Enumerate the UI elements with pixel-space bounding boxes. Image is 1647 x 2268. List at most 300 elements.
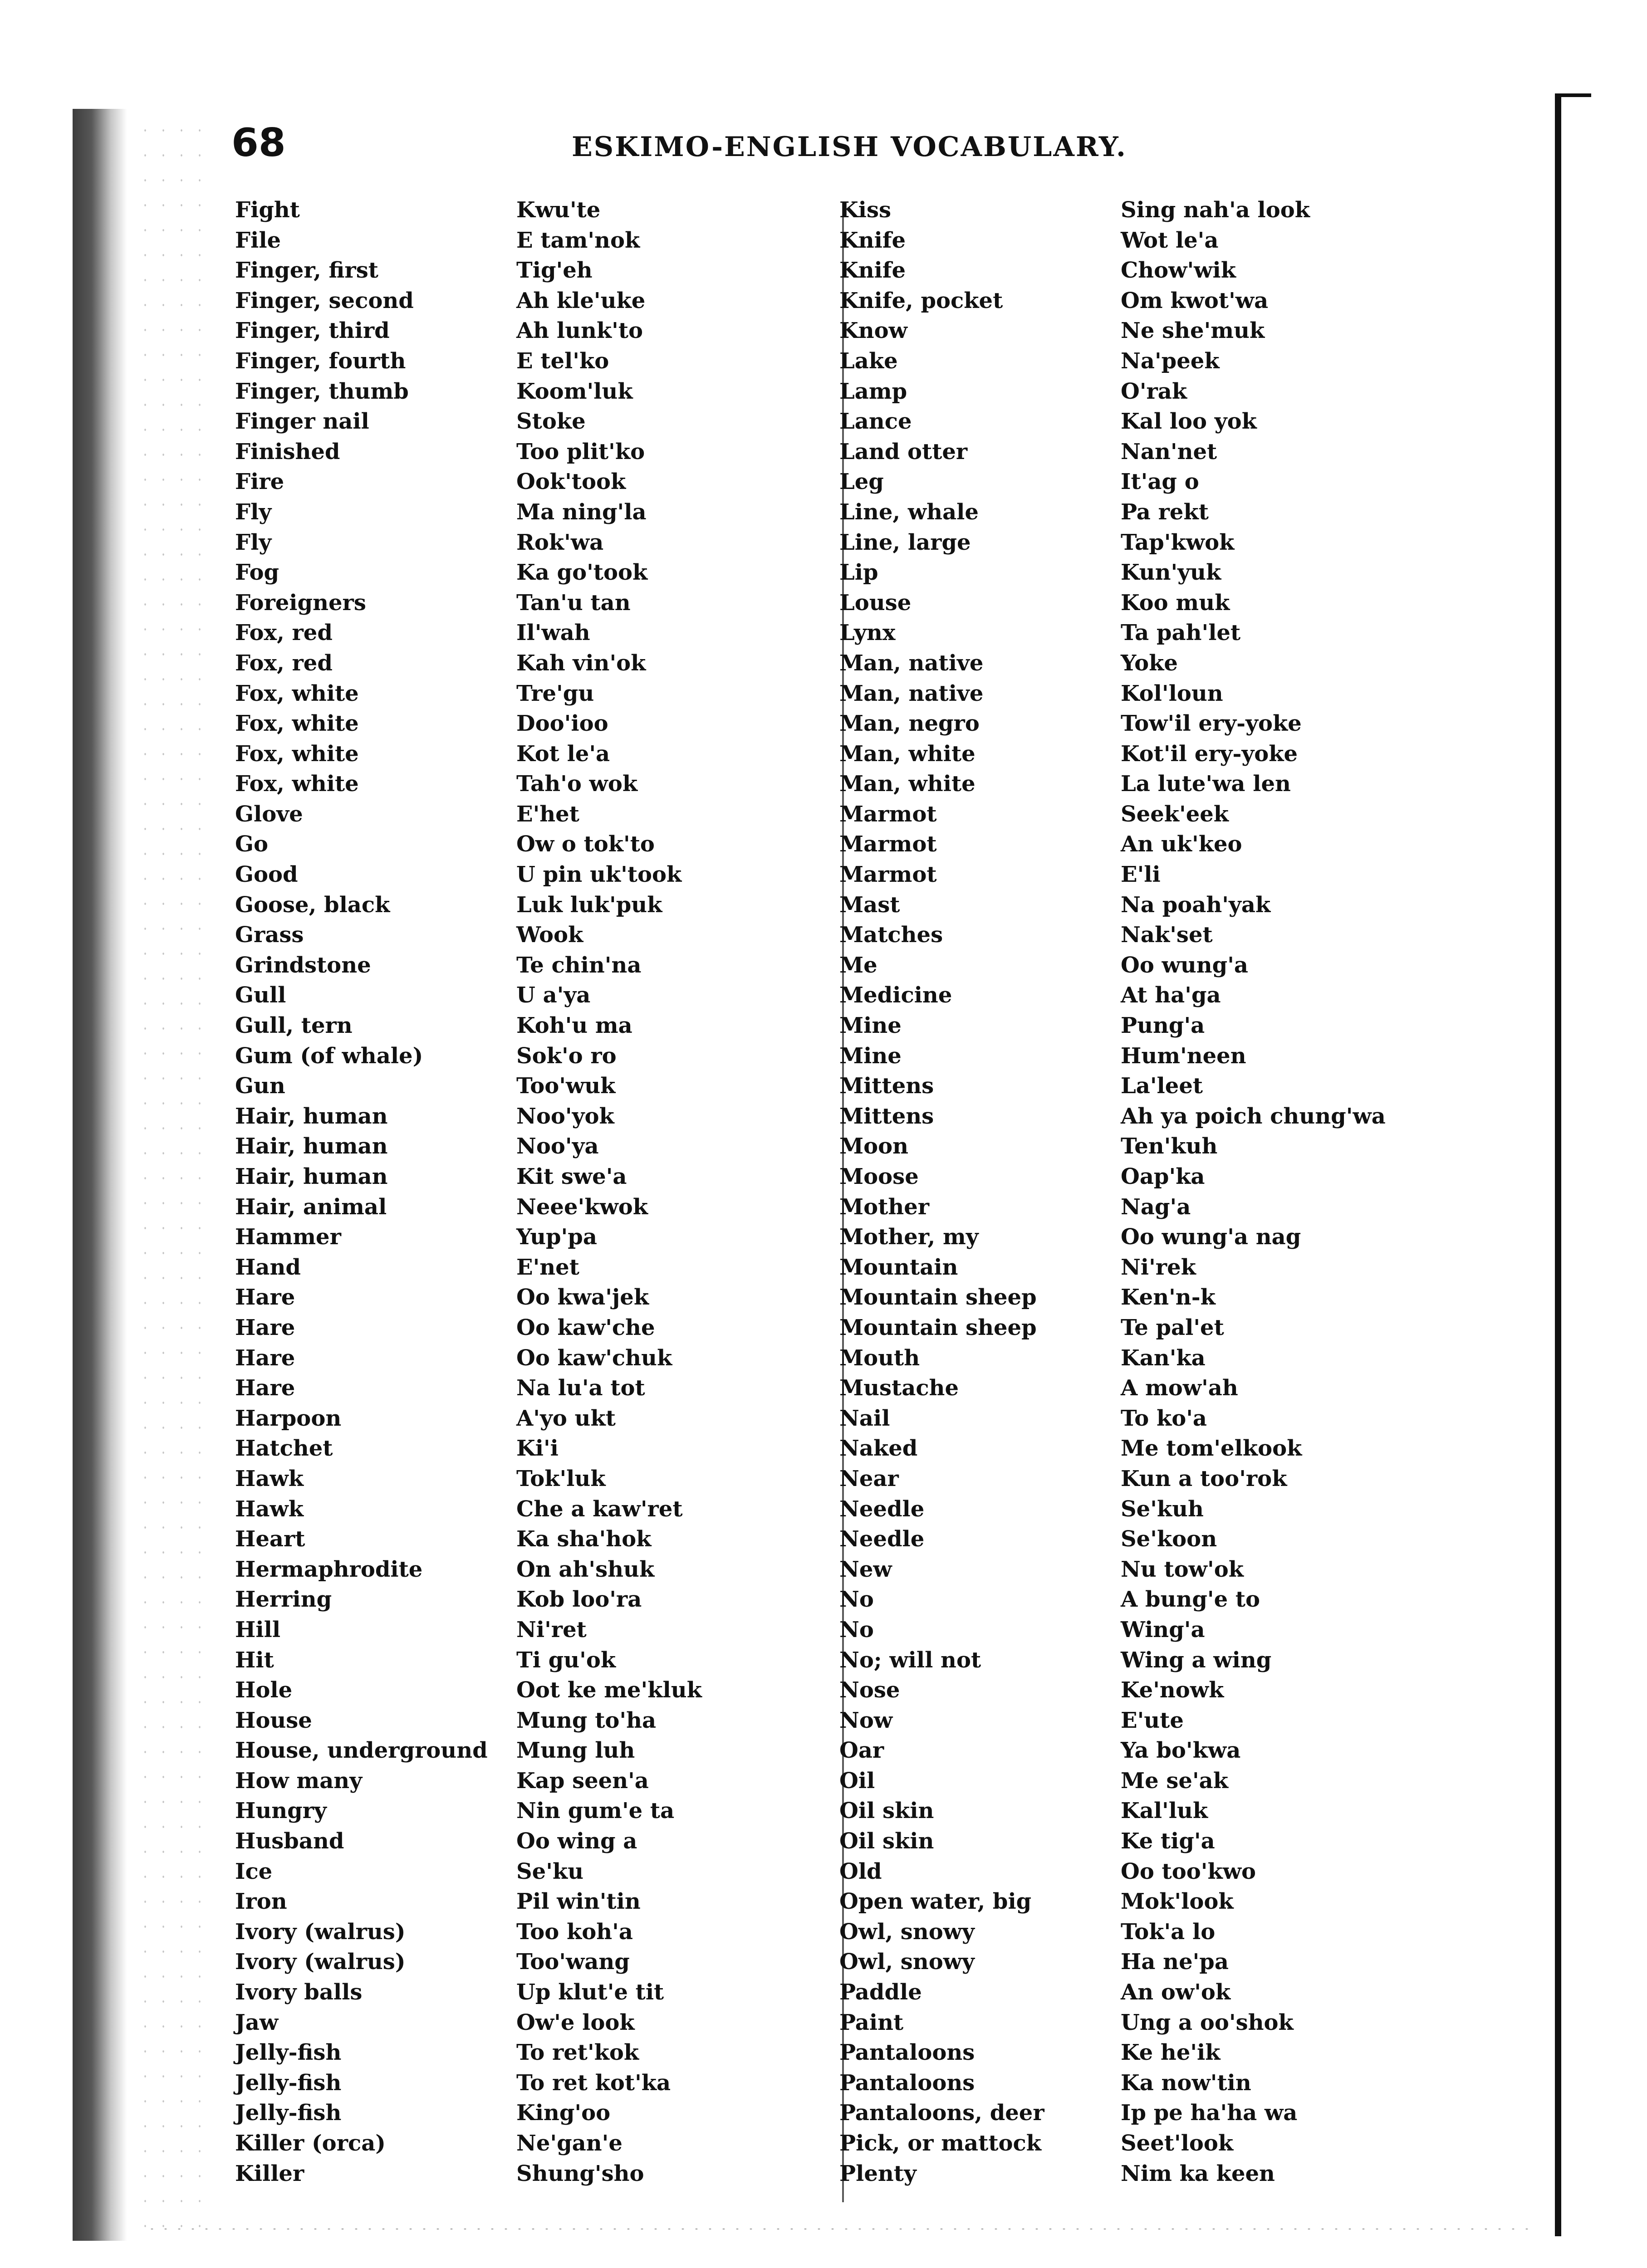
- vocabulary-entry: [235, 557, 825, 588]
- eskimo-term: Ni'rek: [1121, 1254, 1196, 1280]
- english-term: New: [839, 1556, 892, 1582]
- eskimo-term: Nin gum'e ta: [516, 1798, 675, 1824]
- english-term: Leg: [839, 469, 884, 495]
- english-term: Gull: [235, 982, 286, 1008]
- eskimo-term: Hum'neen: [1121, 1043, 1246, 1069]
- vocabulary-entry: [235, 1282, 825, 1313]
- english-term: Lamp: [839, 378, 907, 404]
- english-term: Hermaphrodite: [235, 1556, 423, 1582]
- english-term: Mustache: [839, 1375, 959, 1401]
- vocabulary-entry: [235, 1222, 825, 1252]
- english-term: Line, large: [839, 529, 971, 555]
- english-term: How many: [235, 1768, 363, 1794]
- english-term: Mast: [839, 892, 900, 918]
- english-term: Mine: [839, 1043, 902, 1069]
- english-term: Iron: [235, 1889, 287, 1915]
- english-term: Fight: [235, 197, 300, 223]
- vocabulary-entry: [839, 799, 1543, 830]
- eskimo-term: Tre'gu: [516, 680, 594, 706]
- eskimo-term: O'rak: [1121, 378, 1187, 404]
- eskimo-term: Ya bo'kwa: [1121, 1738, 1241, 1764]
- vocabulary-entry: [839, 1403, 1543, 1434]
- vocabulary-entry: [839, 1554, 1543, 1585]
- eskimo-term: Oap'ka: [1121, 1164, 1205, 1189]
- eskimo-term: Pung'a: [1121, 1013, 1205, 1039]
- vocabulary-entry: [235, 1584, 825, 1615]
- eskimo-term: Noo'ya: [516, 1134, 599, 1159]
- vocabulary-entry: [839, 588, 1543, 618]
- eskimo-term: Kit swe'a: [516, 1164, 627, 1189]
- eskimo-term: Pa rekt: [1121, 499, 1209, 525]
- eskimo-term: Too'wang: [516, 1949, 630, 1975]
- eskimo-term: Luk luk'puk: [516, 892, 662, 918]
- eskimo-term: Kun'yuk: [1121, 560, 1221, 586]
- vocabulary-entry: [235, 1766, 825, 1796]
- vocabulary-entry: [235, 890, 825, 920]
- page-binding-shadow: [73, 109, 127, 2241]
- english-term: Mine: [839, 1013, 902, 1039]
- eskimo-term: Koh'u ma: [516, 1013, 632, 1039]
- vocabulary-entry: [235, 2098, 825, 2128]
- english-term: Knife, pocket: [839, 288, 1003, 313]
- vocabulary-entry: [839, 1131, 1543, 1162]
- vocabulary-entry: [839, 1222, 1543, 1252]
- page-number: 68: [231, 120, 286, 166]
- eskimo-term: Ah lunk'to: [516, 318, 643, 344]
- eskimo-term: Ni'ret: [516, 1617, 587, 1642]
- eskimo-term: Na lu'a tot: [516, 1375, 645, 1401]
- vocabulary-entry: [839, 1524, 1543, 1554]
- english-term: Oil: [839, 1768, 875, 1794]
- vocabulary-entry: [235, 1101, 825, 1132]
- english-term: Gull, tern: [235, 1013, 353, 1039]
- vocabulary-entry: [235, 1192, 825, 1222]
- english-term: House: [235, 1707, 312, 1733]
- english-term: Mother, my: [839, 1224, 979, 1250]
- vocabulary-column-right: [839, 195, 1543, 2189]
- eskimo-term: Kal'luk: [1121, 1798, 1208, 1824]
- english-term: Fox, white: [235, 680, 359, 706]
- english-term: Know: [839, 318, 907, 344]
- vocabulary-entry: [235, 1615, 825, 1645]
- eskimo-term: Me se'ak: [1121, 1768, 1228, 1794]
- vocabulary-entry: [235, 2159, 825, 2189]
- eskimo-term: La lute'wa len: [1121, 771, 1291, 797]
- vocabulary-entry: [839, 195, 1543, 225]
- vocabulary-entry: [235, 286, 825, 316]
- english-term: Paint: [839, 2009, 904, 2035]
- vocabulary-entry: [235, 1947, 825, 1977]
- vocabulary-entry: [235, 1494, 825, 1525]
- running-title: ESKIMO-ENGLISH VOCABULARY.: [572, 131, 1127, 163]
- english-term: Plenty: [839, 2160, 917, 2186]
- eskimo-term: Mung luh: [516, 1738, 635, 1764]
- english-term: Fox, red: [235, 650, 333, 676]
- eskimo-term: Ook'took: [516, 469, 626, 495]
- eskimo-term: Che a kaw'ret: [516, 1496, 683, 1522]
- english-term: Finger, first: [235, 258, 378, 284]
- english-term: Fox, white: [235, 711, 359, 737]
- english-term: Old: [839, 1858, 882, 1884]
- english-term: Pick, or mattock: [839, 2131, 1041, 2156]
- eskimo-term: Ke tig'a: [1121, 1828, 1215, 1854]
- vocabulary-entry: [235, 2038, 825, 2068]
- eskimo-term: Kot le'a: [516, 741, 610, 767]
- eskimo-term: Kan'ka: [1121, 1345, 1206, 1371]
- vocabulary-entry: [839, 1373, 1543, 1403]
- vocabulary-entry: [839, 739, 1543, 769]
- eskimo-term: Wot le'a: [1121, 227, 1219, 253]
- vocabulary-entry: [839, 1252, 1543, 1283]
- eskimo-term: Oo wung'a: [1121, 952, 1249, 978]
- eskimo-term: Koo muk: [1121, 590, 1230, 616]
- english-term: Jelly-fish: [235, 2100, 342, 2126]
- eskimo-term: Te chin'na: [516, 952, 642, 978]
- eskimo-term: Yoke: [1121, 650, 1178, 676]
- eskimo-term: E tam'nok: [516, 227, 640, 253]
- vocabulary-entry: [839, 1101, 1543, 1132]
- eskimo-term: Tah'o wok: [516, 771, 638, 797]
- vocabulary-entry: [839, 346, 1543, 376]
- english-term: Marmot: [839, 831, 937, 857]
- eskimo-term: Nag'a: [1121, 1194, 1191, 1220]
- eskimo-term: Ka now'tin: [1121, 2070, 1251, 2096]
- english-term: Owl, snowy: [839, 1949, 975, 1975]
- vocabulary-entry: [839, 437, 1543, 467]
- english-term: Finished: [235, 439, 340, 464]
- eskimo-term: Seet'look: [1121, 2131, 1234, 2156]
- english-term: Ivory (walrus): [235, 1949, 406, 1975]
- eskimo-term: E'li: [1121, 862, 1161, 888]
- english-term: Ivory (walrus): [235, 1919, 406, 1945]
- eskimo-term: Ta pah'let: [1121, 620, 1241, 646]
- vocabulary-entry: [235, 980, 825, 1011]
- eskimo-term: Oo wing a: [516, 1828, 637, 1854]
- eskimo-term: Nu tow'ok: [1121, 1556, 1244, 1582]
- english-term: Now: [839, 1707, 893, 1733]
- vocabulary-entry: [839, 860, 1543, 890]
- vocabulary-entry: [235, 195, 825, 225]
- english-term: Gum (of whale): [235, 1043, 423, 1069]
- eskimo-term: Oot ke me'kluk: [516, 1677, 702, 1703]
- eskimo-term: Kob loo'ra: [516, 1587, 642, 1613]
- eskimo-term: Ki'i: [516, 1436, 559, 1461]
- vocabulary-entry: [839, 2159, 1543, 2189]
- eskimo-term: Kol'loun: [1121, 680, 1223, 706]
- english-term: Lake: [839, 348, 898, 374]
- eskimo-term: Ow o tok'to: [516, 831, 655, 857]
- vocabulary-entry: [235, 739, 825, 769]
- english-term: Fox, white: [235, 741, 359, 767]
- eskimo-term: Neee'kwok: [516, 1194, 648, 1220]
- vocabulary-entry: [839, 679, 1543, 709]
- vocabulary-entry: [839, 1706, 1543, 1736]
- eskimo-term: Om kwot'wa: [1121, 288, 1269, 313]
- eskimo-term: Nak'set: [1121, 922, 1213, 948]
- english-term: Hungry: [235, 1798, 327, 1824]
- english-term: Hammer: [235, 1224, 341, 1250]
- eskimo-term: Too koh'a: [516, 1919, 633, 1945]
- vocabulary-entry: [839, 497, 1543, 528]
- vocabulary-entry: [839, 1857, 1543, 1887]
- eskimo-term: Ma ning'la: [516, 499, 647, 525]
- english-term: Good: [235, 862, 298, 888]
- english-term: Me: [839, 952, 877, 978]
- eskimo-term: Ten'kuh: [1121, 1134, 1218, 1159]
- vocabulary-entry: [839, 1313, 1543, 1343]
- vocabulary-entry: [839, 920, 1543, 950]
- english-term: Moose: [839, 1164, 919, 1189]
- eskimo-term: Ah ya poich chung'wa: [1121, 1103, 1386, 1129]
- eskimo-term: Doo'ioo: [516, 711, 608, 737]
- english-term: Grindstone: [235, 952, 371, 978]
- eskimo-term: Wing a wing: [1121, 1647, 1272, 1673]
- english-term: Finger nail: [235, 409, 369, 435]
- english-term: Needle: [839, 1496, 925, 1522]
- vocabulary-entry: [235, 1313, 825, 1343]
- english-term: Go: [235, 831, 269, 857]
- vocabulary-entry: [839, 1917, 1543, 1947]
- english-term: Medicine: [839, 982, 952, 1008]
- english-term: Hair, human: [235, 1134, 388, 1159]
- vocabulary-entry: [235, 346, 825, 376]
- english-term: Marmot: [839, 801, 937, 827]
- vocabulary-entry: [235, 2128, 825, 2159]
- english-term: Moon: [839, 1134, 909, 1159]
- english-term: Needle: [839, 1526, 925, 1552]
- english-term: Fog: [235, 560, 279, 586]
- english-term: Hand: [235, 1254, 301, 1280]
- english-term: Oil skin: [839, 1828, 934, 1854]
- eskimo-term: A'yo ukt: [516, 1405, 616, 1431]
- english-term: Mouth: [839, 1345, 920, 1371]
- vocabulary-entry: [235, 255, 825, 286]
- english-term: File: [235, 227, 281, 253]
- english-term: Oar: [839, 1738, 884, 1764]
- english-term: Hair, animal: [235, 1194, 387, 1220]
- eskimo-term: Up klut'e tit: [516, 1980, 664, 2005]
- eskimo-term: Koom'luk: [516, 378, 633, 404]
- vocabulary-entry: [235, 1071, 825, 1101]
- eskimo-term: An ow'ok: [1121, 1980, 1231, 2005]
- vocabulary-entry: [235, 1645, 825, 1676]
- eskimo-term: King'oo: [516, 2100, 611, 2126]
- eskimo-term: Kot'il ery-yoke: [1121, 741, 1298, 767]
- english-term: Man, native: [839, 680, 984, 706]
- vocabulary-entry: [839, 829, 1543, 860]
- eskimo-term: Tow'il ery-yoke: [1121, 711, 1302, 737]
- english-term: Mountain sheep: [839, 1285, 1037, 1310]
- vocabulary-entry: [839, 1464, 1543, 1494]
- vocabulary-entry: [839, 1735, 1543, 1766]
- vocabulary-entry: [839, 709, 1543, 739]
- english-term: Nose: [839, 1677, 900, 1703]
- english-term: Hare: [235, 1315, 295, 1340]
- english-term: Matches: [839, 922, 943, 948]
- eskimo-term: Too'wuk: [516, 1073, 616, 1099]
- vocabulary-entry: [839, 1011, 1543, 1041]
- english-term: Land otter: [839, 439, 968, 464]
- bottom-edge-speckles: [145, 2225, 1529, 2233]
- english-term: Hawk: [235, 1466, 304, 1491]
- page-header: [0, 120, 1647, 170]
- eskimo-term: A mow'ah: [1121, 1375, 1238, 1401]
- vocabulary-entry: [235, 1373, 825, 1403]
- eskimo-term: Ti gu'ok: [516, 1647, 616, 1673]
- english-term: Jelly-fish: [235, 2070, 342, 2096]
- vocabulary-entry: [839, 769, 1543, 799]
- vocabulary-entry: [839, 1615, 1543, 1645]
- english-term: Pantaloons: [839, 2070, 975, 2096]
- english-term: Man, native: [839, 650, 984, 676]
- english-term: Hawk: [235, 1496, 304, 1522]
- eskimo-term: On ah'shuk: [516, 1556, 655, 1582]
- vocabulary-entry: [235, 1554, 825, 1585]
- english-term: Mittens: [839, 1073, 934, 1099]
- eskimo-term: La'leet: [1121, 1073, 1203, 1099]
- vocabulary-entry: [235, 406, 825, 437]
- vocabulary-entry: [839, 2128, 1543, 2159]
- vocabulary-entry: [839, 2008, 1543, 2038]
- eskimo-term: Stoke: [516, 409, 586, 435]
- english-term: Finger, third: [235, 318, 390, 344]
- vocabulary-entry: [235, 950, 825, 981]
- english-term: Fly: [235, 499, 272, 525]
- vocabulary-entry: [235, 1041, 825, 1071]
- vocabulary-entry: [839, 1796, 1543, 1826]
- vocabulary-entry: [235, 528, 825, 558]
- vocabulary-entry: [235, 1011, 825, 1041]
- english-term: Jaw: [235, 2009, 279, 2035]
- vocabulary-entry: [839, 1433, 1543, 1464]
- vocabulary-entry: [839, 1947, 1543, 1977]
- english-term: Lynx: [839, 620, 896, 646]
- vocabulary-entry: [235, 1131, 825, 1162]
- english-term: Foreigners: [235, 590, 366, 616]
- vocabulary-entry: [839, 1041, 1543, 1071]
- vocabulary-entry: [235, 467, 825, 497]
- english-term: No: [839, 1587, 874, 1613]
- vocabulary-entry: [235, 648, 825, 679]
- vocabulary-entry: [235, 316, 825, 346]
- eskimo-term: Kun a too'rok: [1121, 1466, 1287, 1491]
- vocabulary-entry: [839, 1645, 1543, 1676]
- english-term: Herring: [235, 1587, 332, 1613]
- eskimo-term: Pil win'tin: [516, 1889, 641, 1915]
- vocabulary-entry: [839, 286, 1543, 316]
- vocabulary-entry: [839, 618, 1543, 648]
- vocabulary-entry: [839, 1766, 1543, 1796]
- vocabulary-entry: [235, 769, 825, 799]
- english-term: Finger, thumb: [235, 378, 409, 404]
- english-term: Grass: [235, 922, 304, 948]
- vocabulary-entry: [235, 679, 825, 709]
- english-term: Marmot: [839, 862, 937, 888]
- vocabulary-entry: [235, 1917, 825, 1947]
- english-term: Knife: [839, 258, 906, 284]
- eskimo-term: To ret'kok: [516, 2040, 639, 2066]
- vocabulary-entry: [839, 890, 1543, 920]
- eskimo-term: Na'peek: [1121, 348, 1220, 374]
- eskimo-term: Chow'wik: [1121, 258, 1236, 284]
- english-term: Ivory balls: [235, 1980, 363, 2005]
- vocabulary-entry: [235, 588, 825, 618]
- eskimo-term: Noo'yok: [516, 1103, 614, 1129]
- vocabulary-entry: [839, 648, 1543, 679]
- eskimo-term: E'het: [516, 801, 579, 827]
- eskimo-term: Oo kaw'che: [516, 1315, 655, 1340]
- english-term: Mountain: [839, 1254, 958, 1280]
- eskimo-term: Kwu'te: [516, 197, 601, 223]
- english-term: Hair, human: [235, 1103, 388, 1129]
- eskimo-term: Mok'look: [1121, 1889, 1234, 1915]
- vocabulary-column-left: [235, 195, 825, 2189]
- vocabulary-entry: [235, 1796, 825, 1826]
- eskimo-term: Ha ne'pa: [1121, 1949, 1229, 1975]
- english-term: Mountain sheep: [839, 1315, 1037, 1340]
- vocabulary-entry: [839, 1162, 1543, 1192]
- vocabulary-entry: [839, 2098, 1543, 2128]
- eskimo-term: Mung to'ha: [516, 1707, 657, 1733]
- eskimo-term: Ke he'ik: [1121, 2040, 1221, 2066]
- vocabulary-entry: [839, 1494, 1543, 1525]
- vocabulary-entry: [839, 1071, 1543, 1101]
- vocabulary-entry: [235, 376, 825, 407]
- vocabulary-entry: [839, 225, 1543, 256]
- vocabulary-entry: [235, 920, 825, 950]
- english-term: Hare: [235, 1375, 295, 1401]
- vocabulary-entry: [839, 557, 1543, 588]
- eskimo-term: U a'ya: [516, 982, 591, 1008]
- vocabulary-entry: [839, 406, 1543, 437]
- eskimo-term: Se'kuh: [1121, 1496, 1204, 1522]
- english-term: Finger, fourth: [235, 348, 406, 374]
- eskimo-term: A bung'e to: [1121, 1587, 1260, 1613]
- eskimo-term: Tan'u tan: [516, 590, 631, 616]
- vocabulary-entry: [839, 1192, 1543, 1222]
- english-term: Ice: [235, 1858, 273, 1884]
- vocabulary-entry: [235, 829, 825, 860]
- vocabulary-entry: [839, 1584, 1543, 1615]
- eskimo-term: Ow'e look: [516, 2009, 635, 2035]
- eskimo-term: Ne she'muk: [1121, 318, 1265, 344]
- english-term: Paddle: [839, 1980, 922, 2005]
- english-term: Oil skin: [839, 1798, 934, 1824]
- english-term: Heart: [235, 1526, 305, 1552]
- english-term: Naked: [839, 1436, 918, 1461]
- english-term: Owl, snowy: [839, 1919, 975, 1945]
- eskimo-term: Tok'luk: [516, 1466, 606, 1491]
- vocabulary-entry: [839, 1826, 1543, 1857]
- english-term: Harpoon: [235, 1405, 342, 1431]
- eskimo-term: At ha'ga: [1121, 982, 1221, 1008]
- english-term: Knife: [839, 227, 906, 253]
- vocabulary-entry: [235, 225, 825, 256]
- vocabulary-entry: [839, 1282, 1543, 1313]
- eskimo-term: Ka go'took: [516, 560, 648, 586]
- eskimo-term: To ret kot'ka: [516, 2070, 671, 2096]
- english-term: Near: [839, 1466, 899, 1491]
- english-term: Glove: [235, 801, 303, 827]
- eskimo-term: Ah kle'uke: [516, 288, 646, 313]
- english-term: Man, negro: [839, 711, 980, 737]
- vocabulary-entry: [235, 1977, 825, 2008]
- eskimo-term: Nan'net: [1121, 439, 1217, 464]
- english-term: Line, whale: [839, 499, 979, 525]
- vocabulary-entry: [235, 2068, 825, 2098]
- english-term: Husband: [235, 1828, 344, 1854]
- vocabulary-entry: [235, 799, 825, 830]
